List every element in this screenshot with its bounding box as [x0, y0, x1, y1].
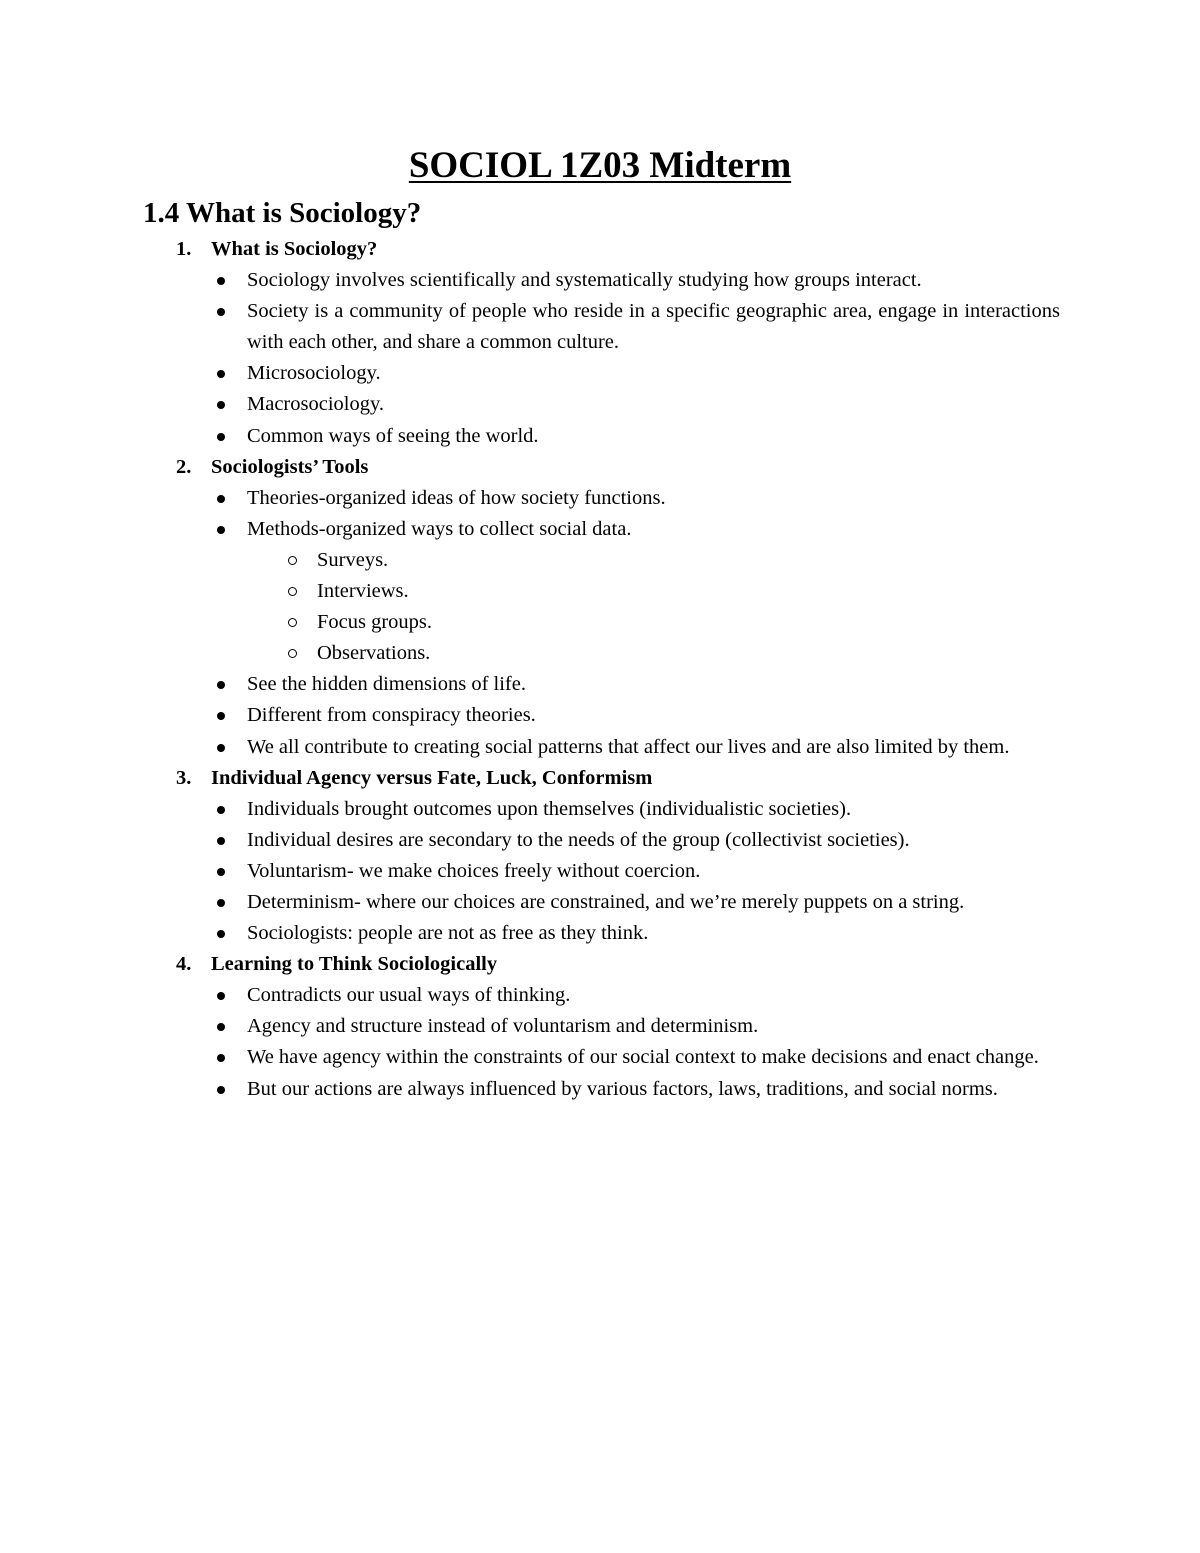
- bullet-item: [176, 483, 1060, 514]
- bullet-item: [176, 265, 1060, 296]
- bullet-text: Individual desires are secondary to the needs of the group (collectivist societies).: [247, 828, 910, 851]
- bullet-dot-icon: [217, 308, 225, 316]
- bullet-list: [176, 980, 1060, 1104]
- item-title: What is Sociology?: [211, 238, 378, 260]
- item-title: Learning to Think Sociologically: [211, 953, 498, 976]
- sub-bullet-text: Surveys.: [317, 548, 389, 571]
- numbered-item: [176, 949, 1060, 1104]
- sub-bullet-item: [176, 545, 1060, 576]
- bullet-dot-icon: [217, 899, 225, 907]
- bullet-item: [176, 1011, 1060, 1042]
- bullet-dot-icon: [217, 837, 225, 845]
- bullet-dot-icon: [217, 992, 225, 1000]
- item-number: 3.: [176, 766, 192, 789]
- item-title: Individual Agency versus Fate, Luck, Conformism: [211, 766, 653, 789]
- bullet-item: [176, 358, 1060, 389]
- sub-bullet-text: Observations.: [317, 642, 431, 665]
- numbered-list: [176, 234, 1060, 1105]
- item-title: Sociologists’ Tools: [211, 455, 369, 478]
- bullet-item: [176, 296, 1060, 358]
- bullet-text: Different from conspiracy theories.: [247, 704, 536, 727]
- bullet-text: Macrosociology.: [247, 393, 385, 416]
- bullet-dot-icon: [217, 1086, 225, 1094]
- bullet-item: [176, 700, 1060, 731]
- bullet-item: [176, 732, 1060, 763]
- bullet-item: [176, 980, 1060, 1011]
- bullet-text: Society is a community of people who reside in a specific geographic area, engage in interactions with each other, and share a common culture.: [247, 300, 1060, 354]
- bullet-list: [176, 483, 1060, 763]
- bullet-text: Methods-organized ways to collect social data.: [247, 517, 632, 540]
- bullet-text: Common ways of seeing the world.: [247, 424, 539, 447]
- bullet-dot-icon: [217, 1023, 225, 1031]
- bullet-item: [176, 514, 1060, 545]
- hollow-circle-icon: [288, 618, 297, 627]
- bullet-item: [176, 794, 1060, 825]
- bullet-dot-icon: [217, 526, 225, 534]
- bullet-dot-icon: [217, 681, 225, 689]
- hollow-circle-icon: [288, 556, 297, 565]
- bullet-dot-icon: [217, 433, 225, 441]
- sub-bullet-item: [176, 607, 1060, 638]
- bullet-item: [176, 1042, 1060, 1073]
- bullet-text: Voluntarism- we make choices freely without coercion.: [247, 859, 701, 882]
- bullet-item: [176, 1074, 1060, 1105]
- bullet-item: [176, 856, 1060, 887]
- bullet-text: Sociologists: people are not as free as they think.: [247, 922, 649, 945]
- sub-bullet-text: Focus groups.: [317, 611, 433, 634]
- bullet-text: Sociology involves scientifically and systematically studying how groups interact.: [247, 269, 922, 292]
- bullet-text: Microsociology.: [247, 362, 381, 385]
- bullet-text: We all contribute to creating social patterns that affect our lives and are also limited by them.: [247, 735, 1010, 758]
- section-heading: 1.4 What is Sociology?: [143, 197, 422, 229]
- bullet-dot-icon: [217, 868, 225, 876]
- bullet-dot-icon: [217, 1054, 225, 1062]
- bullet-item: [176, 887, 1060, 918]
- bullet-dot-icon: [217, 712, 225, 720]
- bullet-dot-icon: [217, 744, 225, 752]
- bullet-text: Determinism- where our choices are constrained, and we’re merely puppets on a string.: [247, 890, 965, 913]
- hollow-circle-icon: [288, 587, 297, 596]
- bullet-dot-icon: [217, 930, 225, 938]
- bullet-item: [176, 918, 1060, 949]
- bullet-item: [176, 389, 1060, 420]
- bullet-dot-icon: [217, 806, 225, 814]
- bullet-list: [176, 794, 1060, 949]
- bullet-item: [176, 421, 1060, 452]
- bullet-list: [176, 265, 1060, 452]
- bullet-text: Theories-organized ideas of how society functions.: [247, 486, 666, 509]
- hollow-circle-icon: [288, 649, 297, 658]
- bullet-text: We have agency within the constraints of our social context to make decisions and enact change.: [247, 1046, 1039, 1069]
- bullet-text: Individuals brought outcomes upon themselves (individualistic societies).: [247, 797, 852, 820]
- numbered-item: [176, 452, 1060, 763]
- numbered-item: [176, 763, 1060, 950]
- sub-bullet-text: Interviews.: [317, 580, 409, 603]
- bullet-item: [176, 825, 1060, 856]
- numbered-item: [176, 234, 1060, 452]
- document-title: SOCIOL 1Z03 Midterm: [408, 145, 792, 186]
- bullet-text: Agency and structure instead of voluntarism and determinism.: [247, 1015, 759, 1038]
- sub-bullet-item: [176, 576, 1060, 607]
- bullet-text: See the hidden dimensions of life.: [247, 673, 526, 696]
- bullet-dot-icon: [217, 277, 225, 285]
- bullet-text: Contradicts our usual ways of thinking.: [247, 984, 571, 1007]
- bullet-item: [176, 669, 1060, 700]
- item-number: 1.: [176, 238, 192, 260]
- bullet-dot-icon: [217, 401, 225, 409]
- bullet-dot-icon: [217, 370, 225, 378]
- item-number: 2.: [176, 455, 192, 478]
- sub-bullet-item: [176, 638, 1060, 669]
- bullet-text: But our actions are always influenced by various factors, laws, traditions, and social norms.: [247, 1077, 998, 1100]
- item-number: 4.: [176, 953, 192, 976]
- sub-bullet-list: [176, 545, 1060, 669]
- bullet-dot-icon: [217, 495, 225, 503]
